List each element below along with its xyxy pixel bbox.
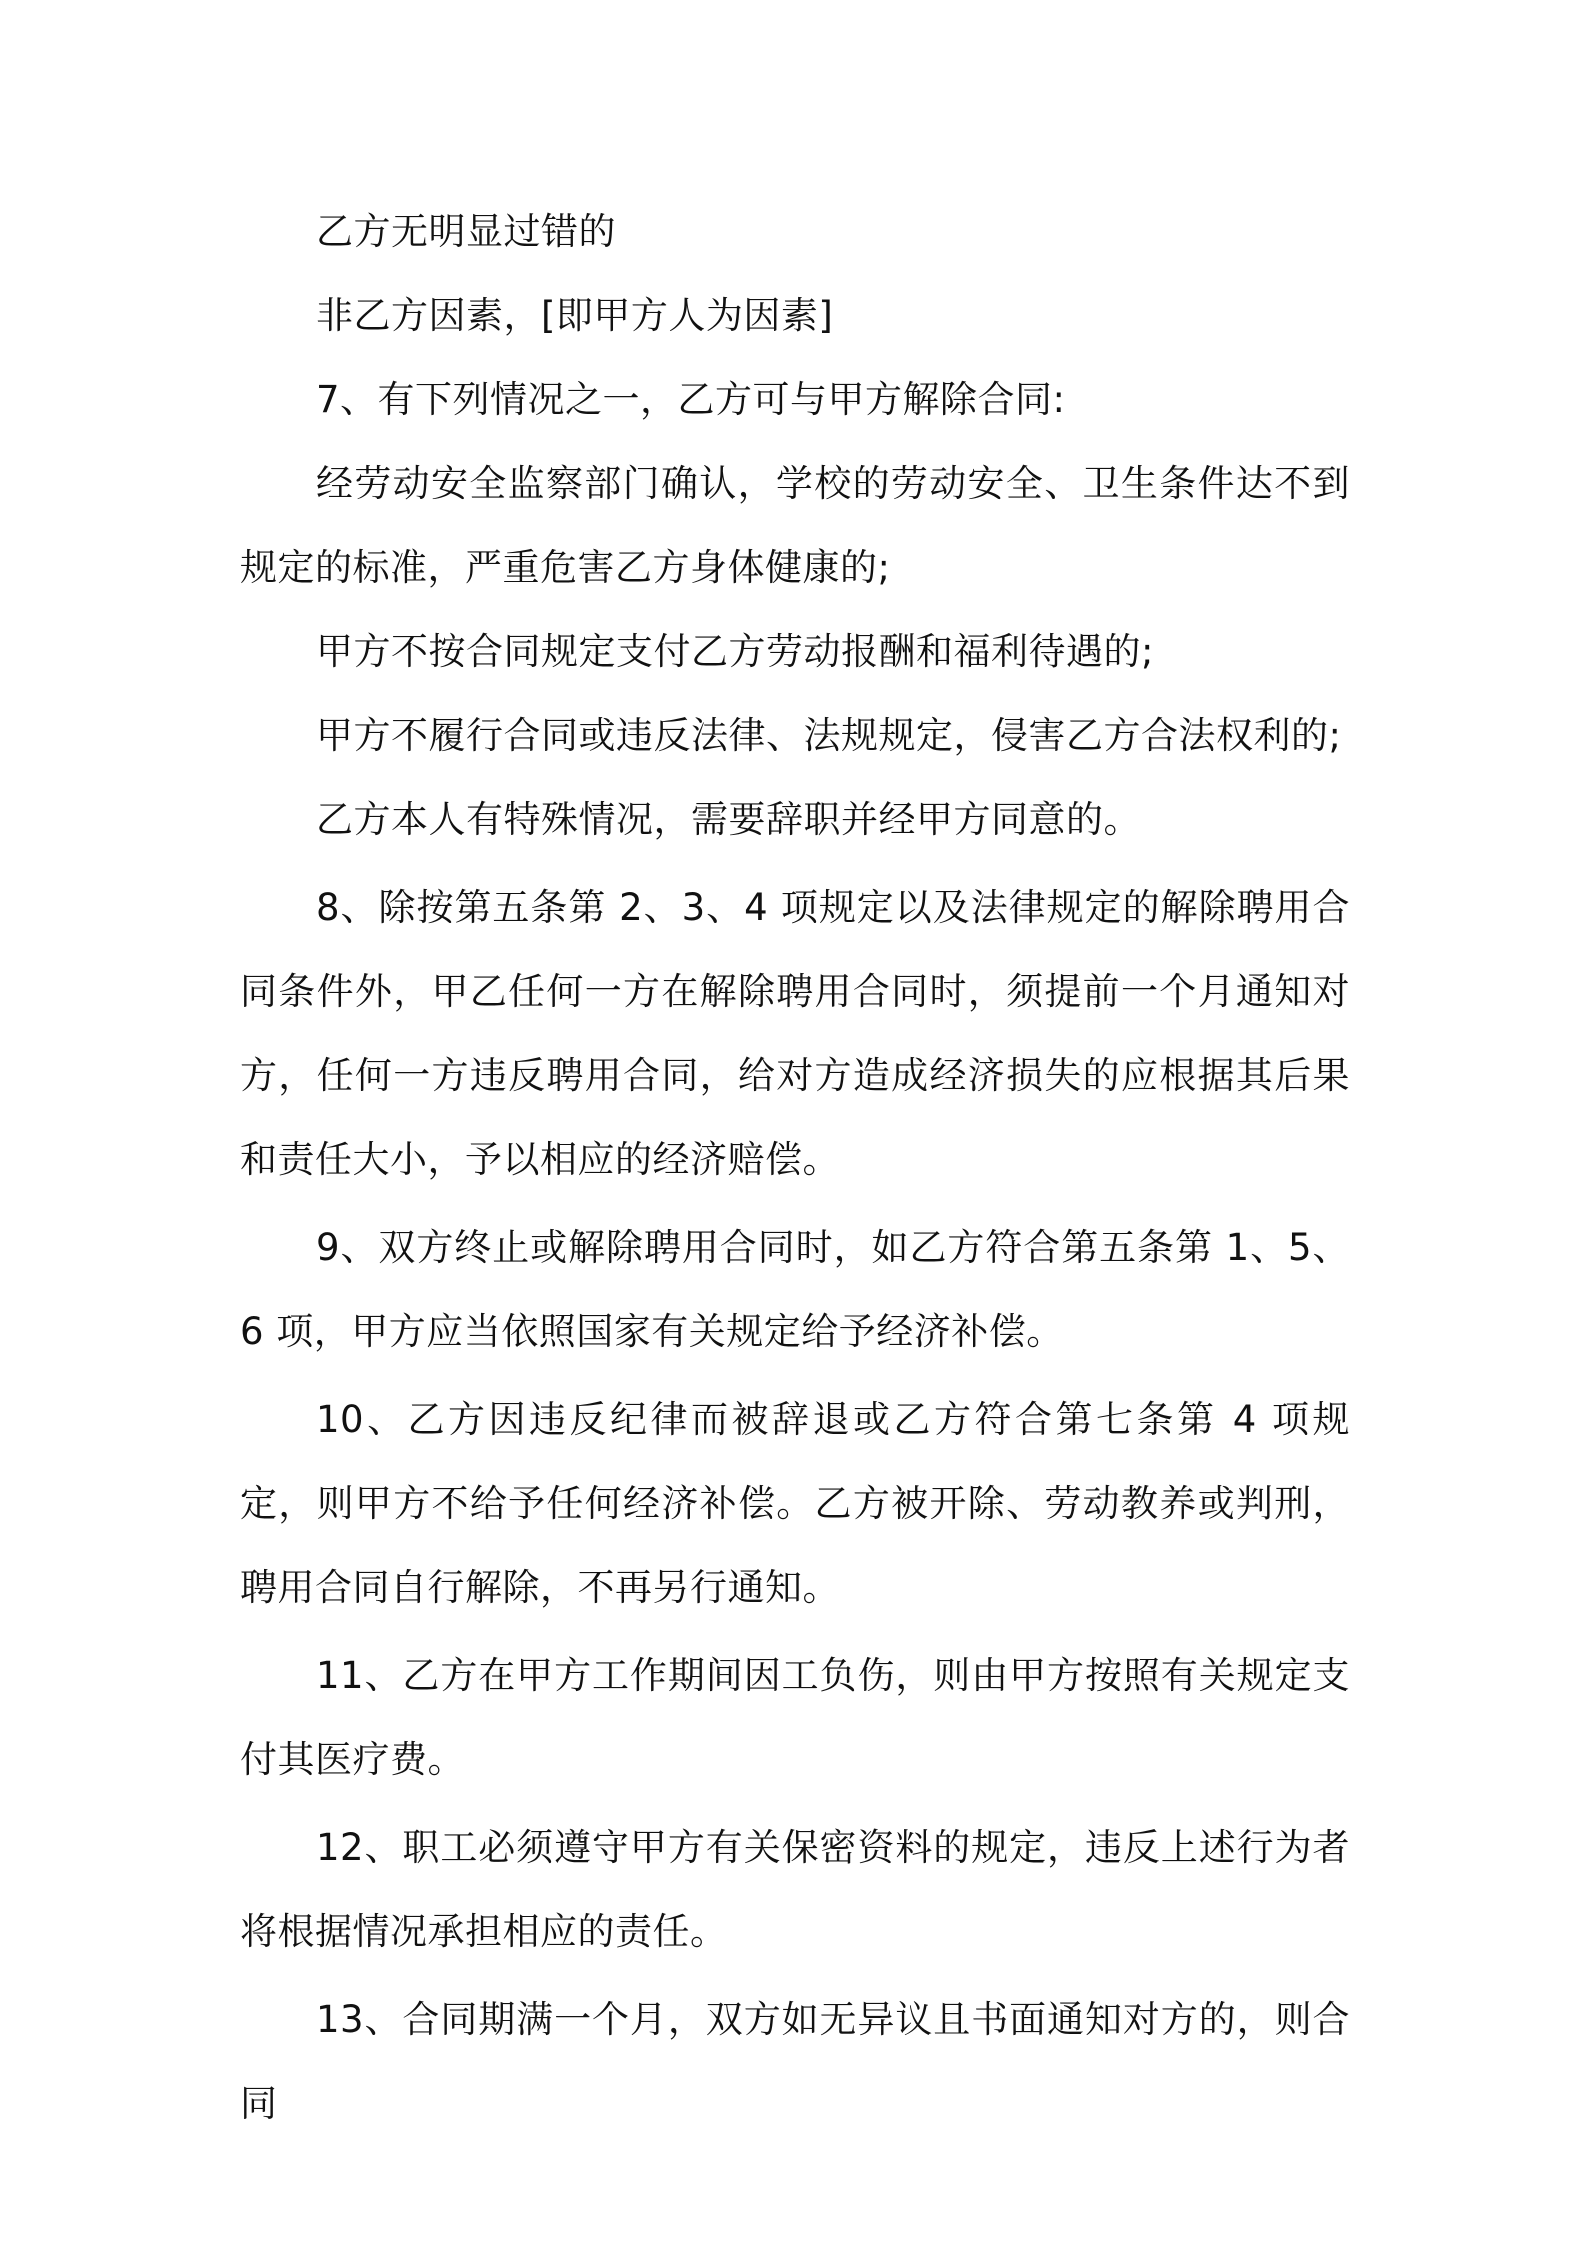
document-page	[240, 190, 1350, 2146]
paragraph-no-fault: 乙方无明显过错的	[316, 210, 616, 253]
paragraph-clause-12: 12、职工必须遵守甲方有关保密资料的规定，违反上述行为者将根据情况承担相应的责任。	[240, 1826, 1350, 1953]
paragraph-non-party-b-factors: 非乙方因素，[即甲方人为因素]	[316, 294, 834, 337]
paragraph-clause-11: 11、乙方在甲方工作期间因工负伤，则由甲方按照有关规定支付其医疗费。	[240, 1654, 1350, 1781]
paragraph-clause-9: 9、双方终止或解除聘用合同时，如乙方符合第五条第 1、5、6 项，甲方应当依照国家有关规定给予经济补偿。	[240, 1226, 1350, 1353]
paragraph-clause-13: 13、合同期满一个月，双方如无异议且书面通知对方的，则合同	[240, 1998, 1350, 2125]
paragraph-clause-8: 8、除按第五条第 2、3、4 项规定以及法律规定的解除聘用合同条件外，甲乙任何一方在解除聘用合同时，须提前一个月通知对方，任何一方违反聘用合同，给对方造成经济损失的应根据其后果和责任大小，予以相应的经济赔偿。	[240, 886, 1350, 1181]
paragraph-resignation: 乙方本人有特殊情况，需要辞职并经甲方同意的。	[316, 798, 1141, 841]
paragraph-safety-inspection: 经劳动安全监察部门确认，学校的劳动安全、卫生条件达不到规定的标准，严重危害乙方身体健康的;	[240, 462, 1350, 589]
paragraph-clause-10: 10、乙方因违反纪律而被辞退或乙方符合第七条第 4 项规定，则甲方不给予任何经济补偿。乙方被开除、劳动教养或判刑，聘用合同自行解除，不再另行通知。	[240, 1398, 1350, 1609]
paragraph-contract-violation: 甲方不履行合同或违反法律、法规规定，侵害乙方合法权利的;	[316, 714, 1342, 757]
paragraph-clause-7: 7、有下列情况之一，乙方可与甲方解除合同:	[316, 378, 1066, 421]
paragraph-unpaid-remuneration: 甲方不按合同规定支付乙方劳动报酬和福利待遇的;	[316, 630, 1154, 673]
